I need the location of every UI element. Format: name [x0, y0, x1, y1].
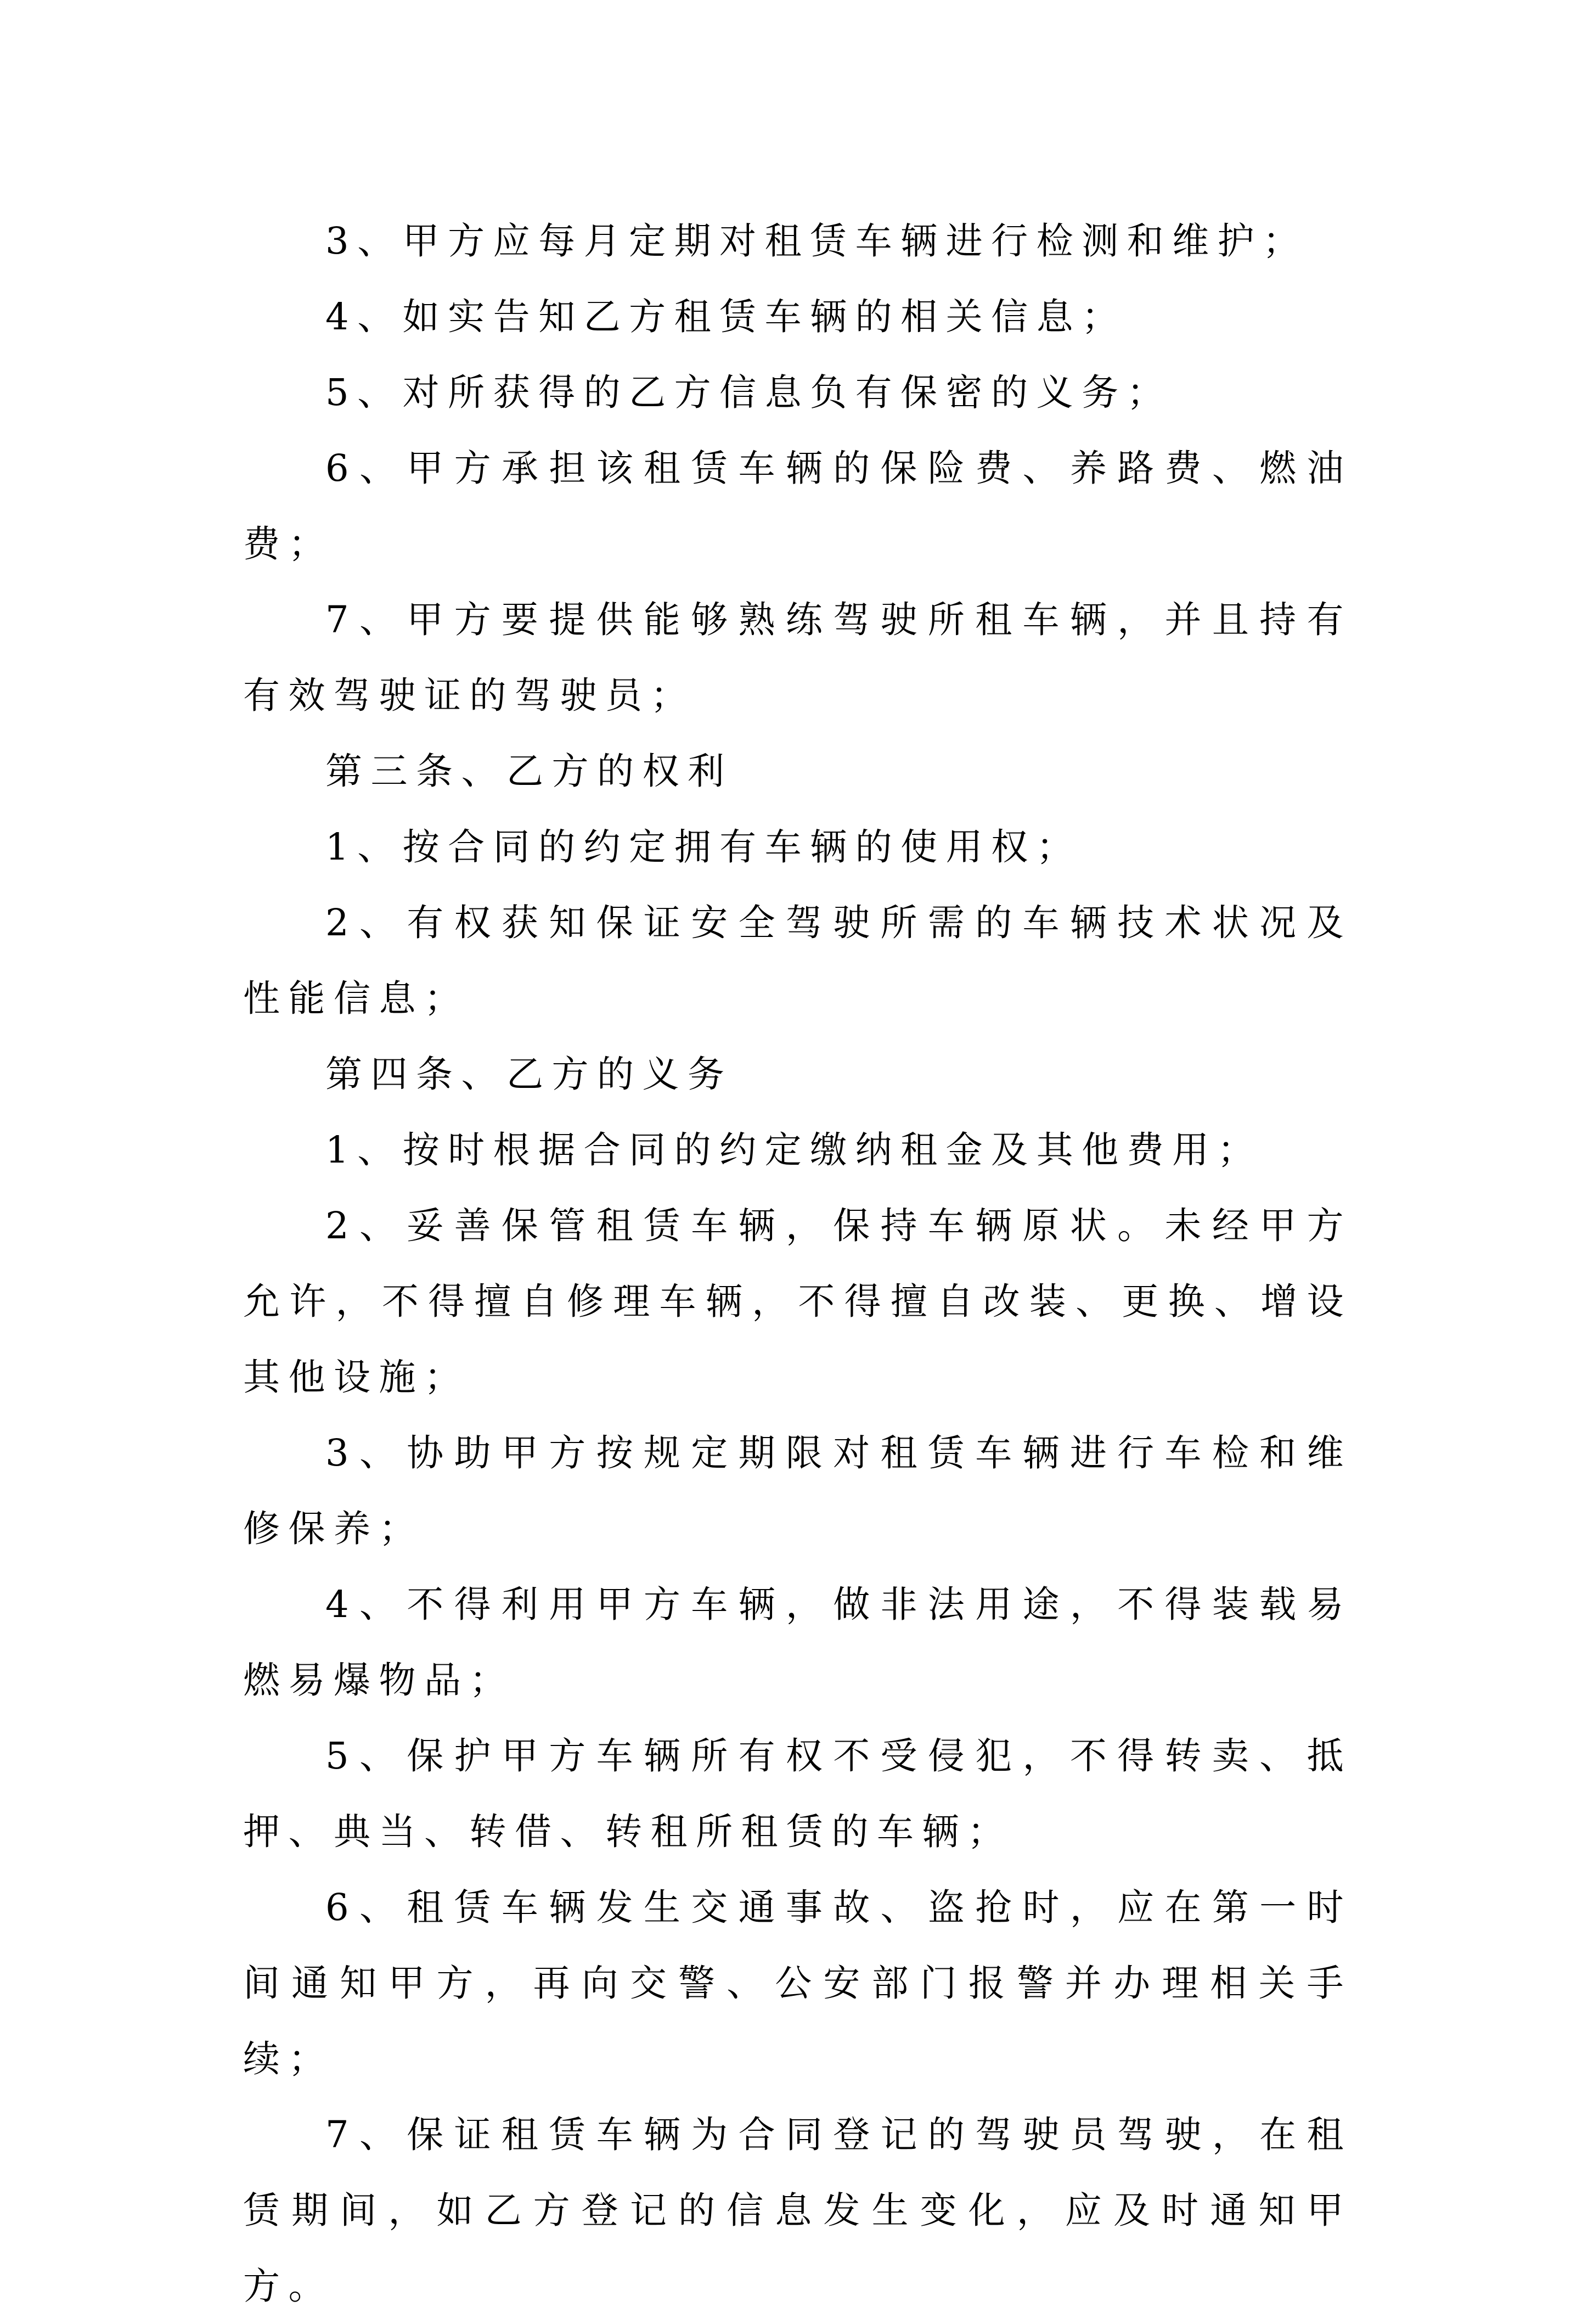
- paragraph-party-b-duty-1: 1、按时根据合同的约定缴纳租金及其他费用；: [325, 1129, 1263, 1171]
- paragraph-party-b-duty-2: 2、妥善保管租赁车辆，保持车辆原状。未经甲方允许，不得擅自修理车辆，不得擅自改装、更换、增设其他设施；: [243, 1204, 1352, 1399]
- paragraph-party-a-duty-6: 6、甲方承担该租赁车辆的保险费、养路费、燃油费；: [243, 447, 1352, 565]
- paragraph-party-b-duty-5: 5、保护甲方车辆所有权不受侵犯，不得转卖、抵押、典当、转借、转租所租赁的车辆；: [243, 1734, 1352, 1853]
- paragraph-party-b-right-2: 2、有权获知保证安全驾驶所需的车辆技术状况及性能信息；: [243, 901, 1352, 1020]
- article-4-heading: 第四条、乙方的义务: [325, 1053, 733, 1096]
- paragraph-party-b-duty-7: 7、保证租赁车辆为合同登记的驾驶员驾驶，在租赁期间，如乙方登记的信息发生变化，应及时通知甲方。: [243, 2113, 1352, 2308]
- paragraph-party-a-duty-7: 7、甲方要提供能够熟练驾驶所租车辆，并且持有有效驾驶证的驾驶员；: [243, 598, 1352, 717]
- paragraph-party-a-duty-5: 5、对所获得的乙方信息负有保密的义务；: [325, 371, 1173, 414]
- document-body: [243, 203, 1352, 2324]
- paragraph-party-b-duty-6: 6、租赁车辆发生交通事故、盗抢时，应在第一时间通知甲方，再向交警、公安部门报警并办理相关手续；: [243, 1886, 1352, 2080]
- paragraph-party-b-duty-3: 3、协助甲方按规定期限对租赁车辆进行车检和维修保养；: [243, 1432, 1352, 1550]
- article-3-heading: 第三条、乙方的权利: [325, 750, 733, 793]
- paragraph-party-b-right-1: 1、按合同的约定拥有车辆的使用权；: [325, 826, 1082, 868]
- paragraph-party-a-duty-3: 3、甲方应每月定期对租赁车辆进行检测和维护；: [325, 220, 1308, 262]
- paragraph-party-b-duty-4: 4、不得利用甲方车辆，做非法用途，不得装载易燃易爆物品；: [243, 1583, 1352, 1702]
- paragraph-party-a-duty-4: 4、如实告知乙方租赁车辆的相关信息；: [325, 295, 1127, 338]
